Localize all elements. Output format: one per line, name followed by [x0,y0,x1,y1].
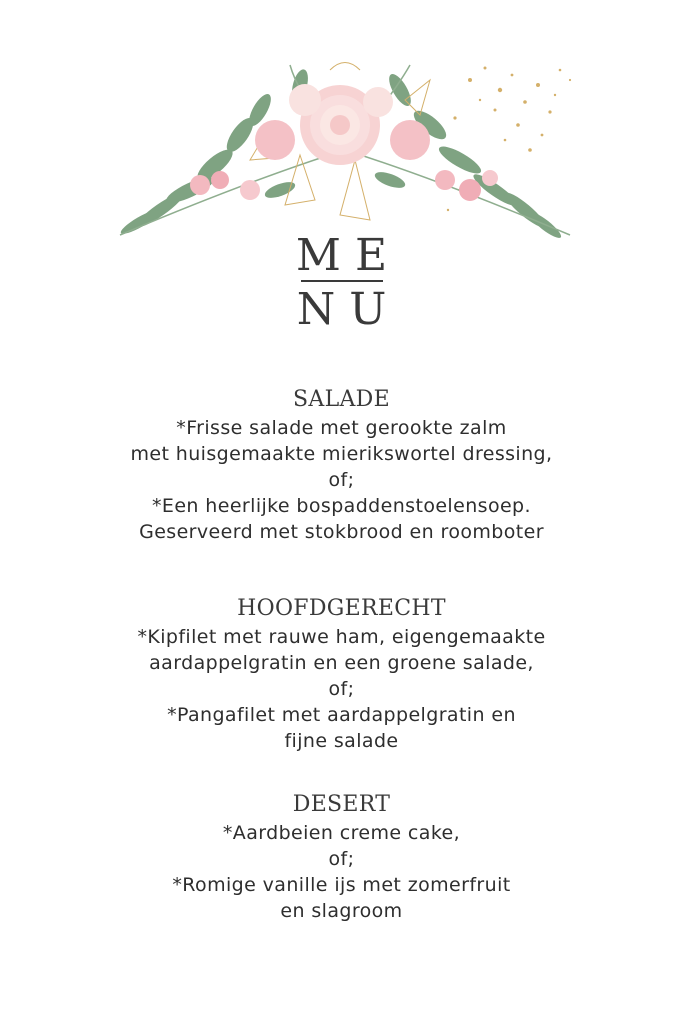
menu-line: *Een heerlijke bospaddenstoelensoep. [152,495,531,517]
menu-line: fijne salade [284,730,399,752]
section-desert [0,790,683,924]
menu-line: Geserveerd met stokbrood en roomboter [139,521,544,543]
rose-flower [289,84,393,165]
menu-line: *Romige vanille ijs met zomerfruit [172,874,511,896]
menu-line: aardappelgratin en een groene salade, [149,652,534,674]
section-heading: SALADE [293,387,390,412]
menu-line: of; [328,848,355,870]
menu-line: of; [328,469,355,491]
section-hoofdgerecht [0,594,683,754]
menu-line: *Pangafilet met aardappelgratin en [167,704,516,726]
menu-line: *Aardbeien creme cake, [222,822,461,844]
menu-line: en slagroom [280,900,403,922]
menu-title-top: ME [295,230,402,281]
section-heading: HOOFDGERECHT [237,596,446,621]
menu-line: met huisgemaakte mierikswortel dressing, [130,443,553,465]
menu-line: *Kipfilet met rauwe ham, eigengemaakte [137,626,546,648]
menu-title [0,230,683,336]
section-heading: DESERT [292,792,391,817]
floral-arrangement-illustration [100,40,590,255]
section-salade [0,385,683,545]
menu-title-bottom: NU [296,284,401,335]
menu-line: of; [328,678,355,700]
menu-line: *Frisse salade met gerookte zalm [176,417,507,439]
